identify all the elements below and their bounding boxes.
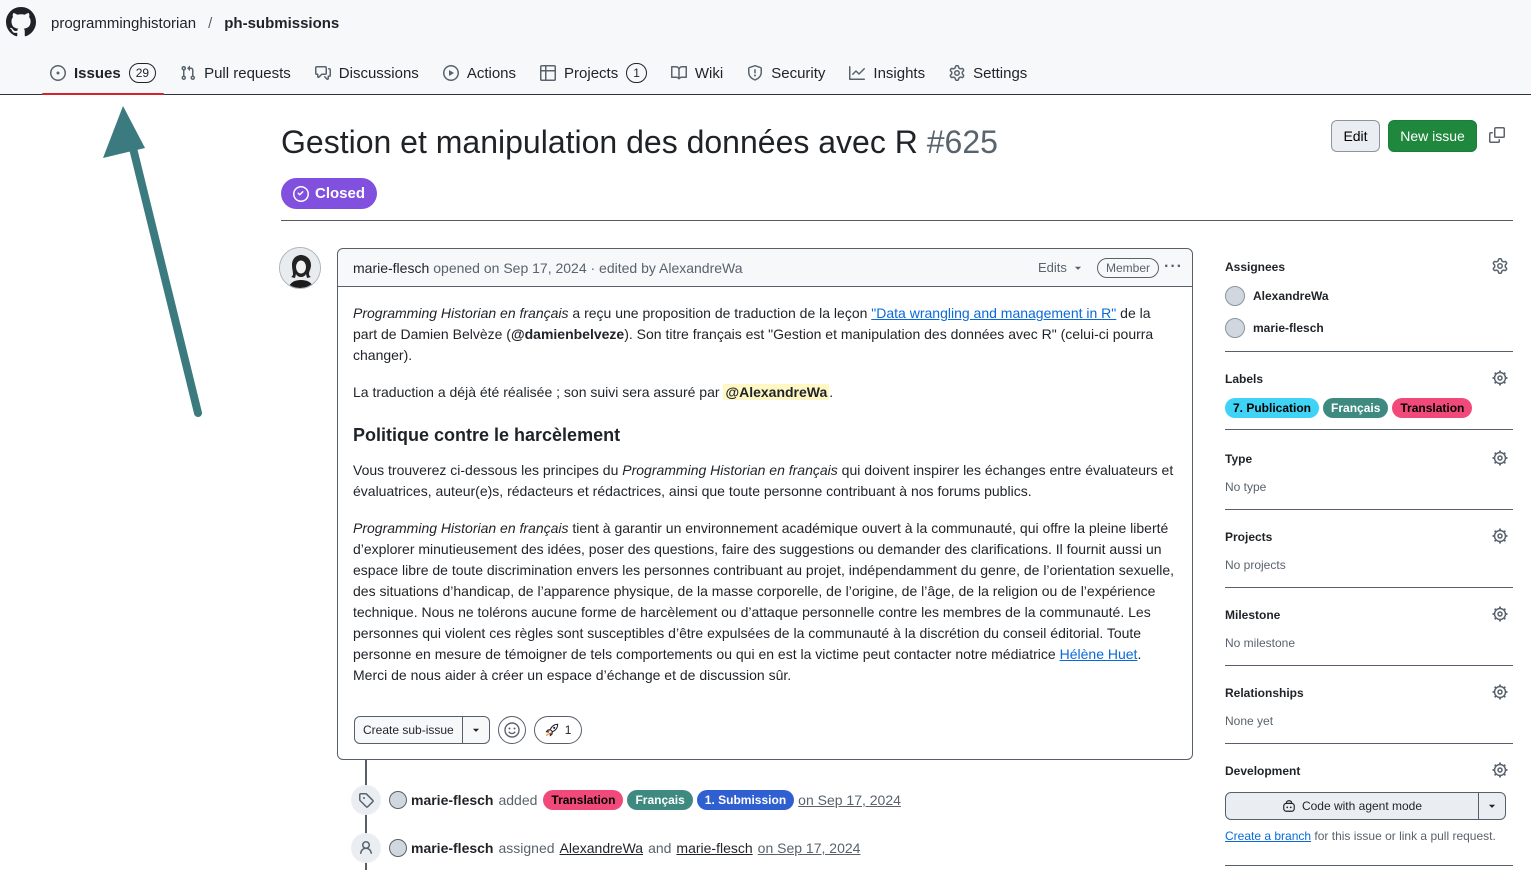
issues-count: 29 xyxy=(129,63,156,83)
paragraph-intro xyxy=(353,303,1177,366)
gear-icon xyxy=(1492,258,1508,274)
gear-icon xyxy=(1492,450,1508,466)
tab-pull-requests-label: Pull requests xyxy=(204,64,291,82)
projects-count: 1 xyxy=(626,63,647,83)
assignee-link-alexandrewa[interactable]: AlexandreWa xyxy=(559,840,644,856)
text: a reçu une proposition de traduction de la leçon xyxy=(568,305,872,321)
code-with-agent-button[interactable] xyxy=(1226,793,1479,819)
mediator-link[interactable]: Hélène Huet xyxy=(1059,646,1138,662)
gear-icon xyxy=(1492,606,1508,622)
tab-settings-label: Settings xyxy=(973,64,1028,82)
text: ). Son titre français est "Gestion et manipulation des données avec R" (celui-ci pourra changer). xyxy=(353,326,1154,363)
timeline-icon xyxy=(351,833,381,863)
member-badge: Member xyxy=(1097,258,1159,278)
development-gear-button[interactable] xyxy=(1492,762,1508,778)
milestone-heading: Milestone xyxy=(1225,608,1281,622)
add-reaction-button[interactable] xyxy=(498,716,526,744)
tab-projects[interactable] xyxy=(532,55,655,91)
sidebar-milestone xyxy=(1225,588,1513,666)
person-icon xyxy=(358,840,374,856)
projects-gear-button[interactable] xyxy=(1492,528,1508,544)
check-circle-icon xyxy=(293,186,309,202)
tab-insights-label: Insights xyxy=(873,64,926,82)
issue-state-badge xyxy=(281,178,377,209)
triangle-down-icon xyxy=(1073,263,1083,273)
projects-heading: Projects xyxy=(1225,530,1273,544)
label-translation[interactable]: Translation xyxy=(1392,398,1472,418)
timeline-conjunction: and xyxy=(648,840,672,856)
rocket-icon xyxy=(545,723,559,737)
assignee-name: marie-flesch xyxy=(1253,321,1324,335)
tab-actions[interactable] xyxy=(435,55,524,91)
text: tient à garantir un environnement académique ouvert à la communauté, qui offre la pleine liberté d’explorer minutieusement des idées, poser des questions, faire des suggestions ou demander des clarifications. Il fournit aussi un espace libre de toute discrimination envers les personnes contribuant au projet, indépendamment du genre, de l’orientation sexuelle, des situations d’handicap, de l’apparence physique, de la masse corporelle, de l’origine, de l’âge, de la religion ou de l’expérience technique. Nous ne tolérons aucune forme de harcèlement ou d’attaque personnelle contre les membres de la communauté. Les personnes qui violent ces règles sont susceptibles d’être expulsées de la communauté à la discrétion du conseil éditorial. Toute personne en mesure de témoigner de tels comportements ou qui en est la victime peut contacter notre médiatrice xyxy=(353,520,1175,662)
label-francais[interactable]: Français xyxy=(627,790,692,810)
tab-discussions[interactable] xyxy=(307,55,427,91)
book-icon xyxy=(671,65,687,81)
gear-icon xyxy=(1492,370,1508,386)
breadcrumb xyxy=(51,15,339,32)
assignee-alexandrewa[interactable] xyxy=(1225,286,1329,306)
relationships-gear-button[interactable] xyxy=(1492,684,1508,700)
create-branch-link[interactable]: Create a branch xyxy=(1225,829,1312,843)
edit-title-button[interactable]: Edit xyxy=(1331,120,1380,152)
development-heading: Development xyxy=(1225,764,1301,778)
timeline-event-labeled xyxy=(351,785,901,815)
repo-header xyxy=(0,0,1531,95)
lesson-link[interactable]: "Data wrangling and management in R" xyxy=(871,305,1117,321)
timeline-action: assigned xyxy=(498,840,555,856)
tab-security[interactable] xyxy=(739,55,833,91)
sidebar-development xyxy=(1225,744,1513,866)
emphasis-text: Programming Historian en français xyxy=(353,305,569,321)
issue-state-label: Closed xyxy=(315,185,366,202)
smiley-icon xyxy=(504,722,520,738)
shield-icon xyxy=(747,65,763,81)
type-heading: Type xyxy=(1225,452,1253,466)
actor-avatar[interactable] xyxy=(389,839,407,857)
create-subissue-dropdown[interactable] xyxy=(463,717,489,743)
agent-mode-wrapper xyxy=(1225,792,1506,820)
text: . xyxy=(829,384,834,400)
relationships-value: None yet xyxy=(1225,714,1274,728)
graph-icon xyxy=(849,65,865,81)
text: Vous trouverez ci-dessous les principes du xyxy=(353,462,623,478)
labels-heading: Labels xyxy=(1225,372,1264,386)
avatar-image xyxy=(280,248,321,289)
timeline-action: added xyxy=(498,792,538,808)
issue-title-text: Gestion et manipulation des données avec R xyxy=(281,124,918,160)
comment-header xyxy=(338,249,1192,287)
sidebar-projects xyxy=(1225,510,1513,588)
assignee-name: AlexandreWa xyxy=(1253,289,1329,303)
relationships-heading: Relationships xyxy=(1225,686,1304,700)
emphasis-text: Programming Historian en français xyxy=(353,520,569,536)
label-submission[interactable]: 1. Submission xyxy=(697,790,794,810)
copy-link-button[interactable] xyxy=(1489,127,1505,143)
actor-avatar[interactable] xyxy=(389,791,407,809)
github-logo-icon[interactable] xyxy=(6,7,36,37)
create-subissue-button-group xyxy=(354,716,490,744)
text: La traduction a déjà été réalisée ; son suivi sera assuré par xyxy=(353,384,724,400)
timeline-icon xyxy=(351,785,381,815)
edits-dropdown[interactable] xyxy=(1038,260,1083,275)
timeline-actor-link[interactable]: marie-flesch xyxy=(411,840,494,856)
tab-issues[interactable] xyxy=(42,55,164,91)
assignee-link-marie-flesch[interactable]: marie-flesch xyxy=(676,840,753,856)
copy-icon xyxy=(1489,127,1505,143)
gear-icon xyxy=(1492,684,1508,700)
sidebar-type xyxy=(1225,430,1513,510)
comment-body xyxy=(338,287,1192,686)
annotation-arrow xyxy=(95,100,215,430)
avatar xyxy=(1225,318,1245,338)
issue-body-comment xyxy=(337,248,1193,760)
comment-discussion-icon xyxy=(315,65,331,81)
issue-number: #625 xyxy=(926,124,998,160)
milestone-gear-button[interactable] xyxy=(1492,606,1508,622)
label-list xyxy=(1225,398,1476,418)
timeline-date-link[interactable]: on Sep 17, 2024 xyxy=(757,840,861,856)
tab-actions-label: Actions xyxy=(466,64,517,82)
repo-owner-link[interactable]: programminghistorian xyxy=(51,15,197,32)
labels-gear-button[interactable] xyxy=(1492,370,1508,386)
comment-options-kebab-icon[interactable]: ··· xyxy=(1164,258,1183,275)
table-icon xyxy=(540,65,556,81)
comment-author-link[interactable]: marie-flesch xyxy=(353,259,430,276)
edits-label: Edits xyxy=(1038,260,1067,275)
tab-wiki-label: Wiki xyxy=(694,64,724,82)
tab-projects-label: Projects xyxy=(564,64,619,82)
gear-icon xyxy=(1492,762,1508,778)
code-with-agent-button-group xyxy=(1225,792,1506,820)
breadcrumb-separator: / xyxy=(208,15,213,32)
avatar xyxy=(1225,286,1245,306)
comment-meta: opened on Sep 17, 2024 · edited by AlexandreWa xyxy=(433,259,743,276)
git-pull-request-icon xyxy=(180,65,196,81)
issue-sidebar xyxy=(1225,250,1513,866)
tab-wiki[interactable] xyxy=(663,55,731,91)
title-divider xyxy=(281,220,1513,221)
rocket-count: 1 xyxy=(564,723,572,737)
tab-pull-requests[interactable] xyxy=(172,55,299,91)
new-issue-button[interactable]: New issue xyxy=(1388,120,1477,152)
development-note-text: for this issue or link a pull request. xyxy=(1311,829,1496,843)
mention-alexandrewa[interactable]: @AlexandreWa xyxy=(725,384,828,400)
text: qui doivent inspirer les échanges entre évaluateurs et évaluatrices, auteur(e)s, rédacteurs et rédactrices, ainsi que toute personne contribuant à nos forums publics. xyxy=(353,462,1174,499)
tab-settings[interactable] xyxy=(941,55,1035,91)
triangle-down-icon xyxy=(1487,801,1497,811)
issue-opened-icon xyxy=(50,65,66,81)
timeline-actor-link[interactable]: marie-flesch xyxy=(411,792,494,808)
emphasis-text: Programming Historian en français xyxy=(622,462,838,478)
timeline-event-assigned xyxy=(351,833,860,863)
label-translation[interactable]: Translation xyxy=(543,790,623,810)
paragraph-policy xyxy=(353,518,1177,686)
type-value: No type xyxy=(1225,480,1267,494)
assignees-heading: Assignees xyxy=(1225,260,1286,274)
play-icon xyxy=(443,65,459,81)
timeline-date-link[interactable]: on Sep 17, 2024 xyxy=(798,792,901,808)
development-note xyxy=(1225,829,1496,843)
projects-value: No projects xyxy=(1225,558,1286,572)
sidebar-assignees xyxy=(1225,250,1513,352)
assignees-gear-button[interactable] xyxy=(1492,258,1508,274)
sidebar-relationships xyxy=(1225,666,1513,744)
label-francais[interactable]: Français xyxy=(1323,398,1388,418)
paragraph-translation xyxy=(353,382,1177,403)
code-with-agent-label: Code with agent mode xyxy=(1301,799,1423,813)
text: . Merci de nous aider à créer un espace d’échange et de discussion sûr. xyxy=(353,646,1142,683)
assignee-marie-flesch[interactable] xyxy=(1225,318,1324,338)
issue-title xyxy=(281,124,998,161)
label-publication[interactable]: 7. Publication xyxy=(1225,398,1319,418)
tab-discussions-label: Discussions xyxy=(338,64,419,82)
tab-insights[interactable] xyxy=(841,55,933,91)
triangle-down-icon xyxy=(471,725,481,735)
rocket-reaction-button[interactable] xyxy=(534,716,583,744)
comment-actions xyxy=(354,716,582,744)
code-with-agent-dropdown[interactable] xyxy=(1479,793,1505,819)
type-gear-button[interactable] xyxy=(1492,450,1508,466)
repo-name-link[interactable]: ph-submissions xyxy=(224,15,340,32)
tab-security-label: Security xyxy=(771,64,826,82)
gear-icon xyxy=(1492,528,1508,544)
policy-heading: Politique contre le harcèlement xyxy=(353,425,621,445)
tab-issues-label: Issues xyxy=(74,64,121,82)
copilot-icon xyxy=(1282,799,1296,813)
sidebar-labels xyxy=(1225,352,1513,430)
paragraph-principles xyxy=(353,460,1177,502)
create-subissue-button[interactable]: Create sub-issue xyxy=(355,717,463,743)
repo-nav xyxy=(42,55,1043,95)
mention-damienbelveze[interactable]: @damienbelveze xyxy=(510,326,625,342)
gear-icon xyxy=(949,65,965,81)
milestone-value: No milestone xyxy=(1225,636,1296,650)
author-avatar[interactable] xyxy=(279,247,321,289)
tag-icon xyxy=(358,792,374,808)
text: de la part de Damien Belvèze ( xyxy=(353,305,1151,342)
